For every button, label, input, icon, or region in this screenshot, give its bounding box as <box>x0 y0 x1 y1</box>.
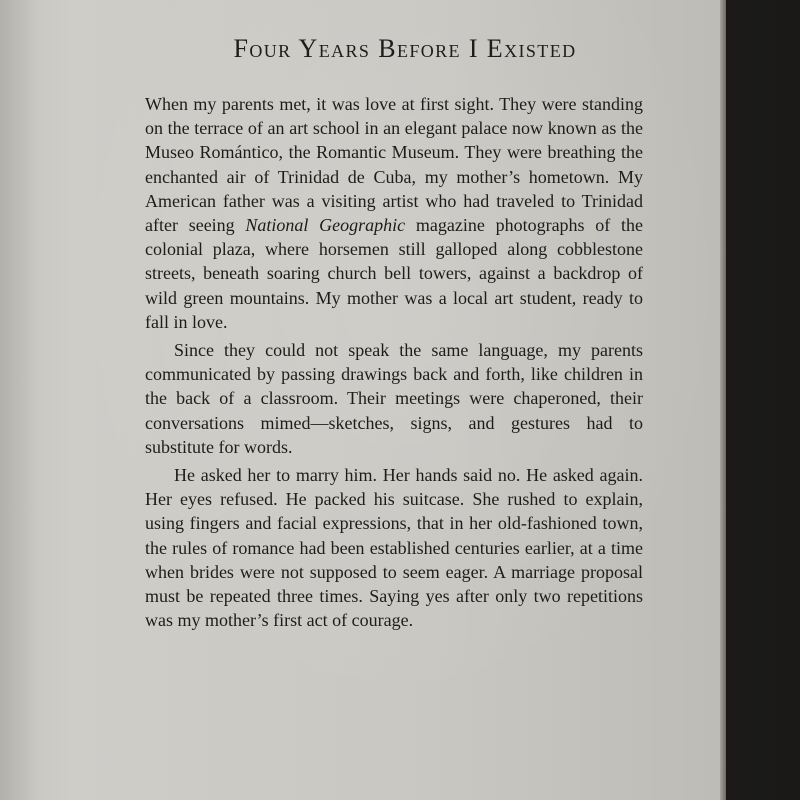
page-gutter-shadow <box>0 0 40 800</box>
chapter-title: Four Years Before I Existed <box>233 34 577 63</box>
paragraph-1-text-start: When my parents met, it was love at first sight. They were standing on the terrace of an art school in an elegant palace now known as the Museo Romántico, the Romantic Museum. They were breathing the enchanted air of Trinidad de Cuba, my mother’s hometown. My American father was a visiting artist who had traveled to Trinidad after seeing <box>145 94 643 236</box>
body-text <box>145 92 643 636</box>
paragraph-1 <box>145 92 643 334</box>
paragraph-3: He asked her to marry him. Her hands said no. He asked again. Her eyes refused. He packed his suitcase. She rushed to explain, using fingers and facial expressions, that in her old-fashioned town, the rules of romance had been established centuries earlier, at a time when brides were not supposed to seem eager. A marriage proposal must be repeated three times. Saying yes after only two repetitions was my mother’s first act of courage. <box>145 465 643 631</box>
magazine-title: National Geographic <box>245 215 406 236</box>
paragraph-1-text-end: magazine photographs of the colonial plaza, where horsemen still galloped along cobblestone streets, beneath soaring church bell towers, against a backdrop of wild green mountains. My mother was a local art student, ready to fall in love. <box>145 215 644 332</box>
paragraph-2: Since they could not speak the same language, my parents communicated by passing drawings back and forth, like children in the back of a classroom. Their meetings were chaperoned, their conversations mimed—sketches, signs, and gestures had to substitute for words. <box>145 340 643 457</box>
